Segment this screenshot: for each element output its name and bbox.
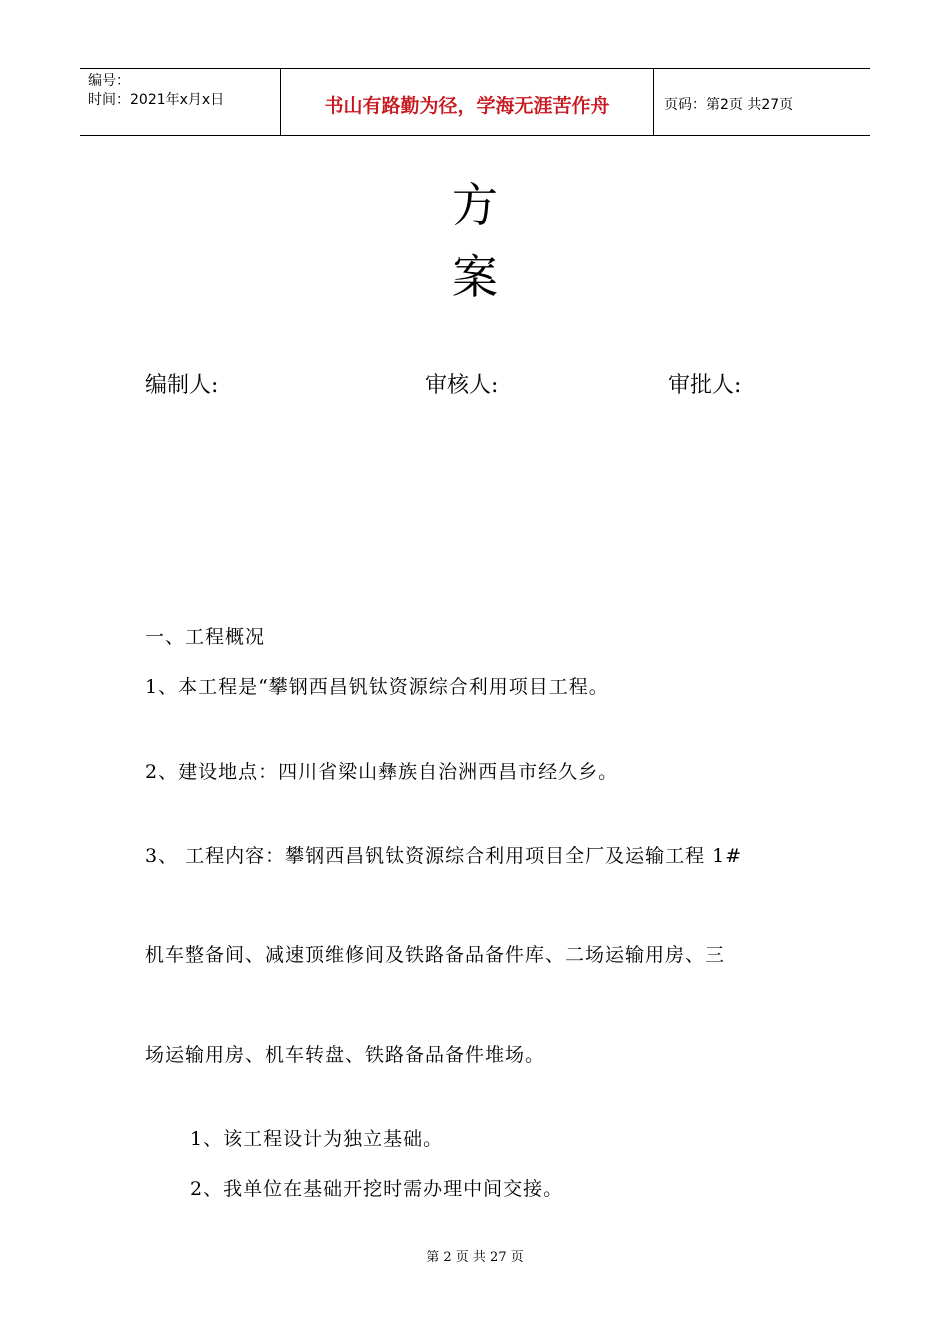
item-3-line-1: 3、 工程内容：攀钢西昌钒钛资源综合利用项目全厂及运输工程 1# [145,845,743,867]
item-3-line-2: 机车整备间、减速顶维修间及铁路备品备件库、二场运输用房、三 [145,944,726,966]
item-1: 1、本工程是“攀钢西昌钒钛资源综合利用项目工程。 [145,676,609,698]
item-3-line-3: 场运输用房、机车转盘、铁路备品备件堆场。 [145,1044,546,1066]
header-page-info: 页码：第2页 共27页 [664,97,794,113]
title-char-2: 案 [452,250,498,304]
page-header [80,68,870,136]
reviewer-label: 审核人: [425,373,499,398]
page-footer: 第 2 页 共 27 页 [426,1250,524,1265]
compiler-label: 编制人: [145,373,219,398]
sub-item-2: 2、我单位在基础开挖时需办理中间交接。 [190,1178,564,1200]
item-2: 2、建设地点：四川省梁山彝族自治洲西昌市经久乡。 [145,761,619,783]
title-char-1: 方 [452,178,498,232]
approver-label: 审批人: [668,373,742,398]
time-label: 时间：2021年x月x日 [88,92,225,108]
section-heading: 一、工程概况 [145,626,266,648]
serial-number-label: 编号： [88,73,130,89]
header-meta [80,69,281,135]
header-motto: 书山有路勤为径，学海无涯苦作舟 [281,69,654,135]
sub-item-1: 1、该工程设计为独立基础。 [190,1128,444,1150]
